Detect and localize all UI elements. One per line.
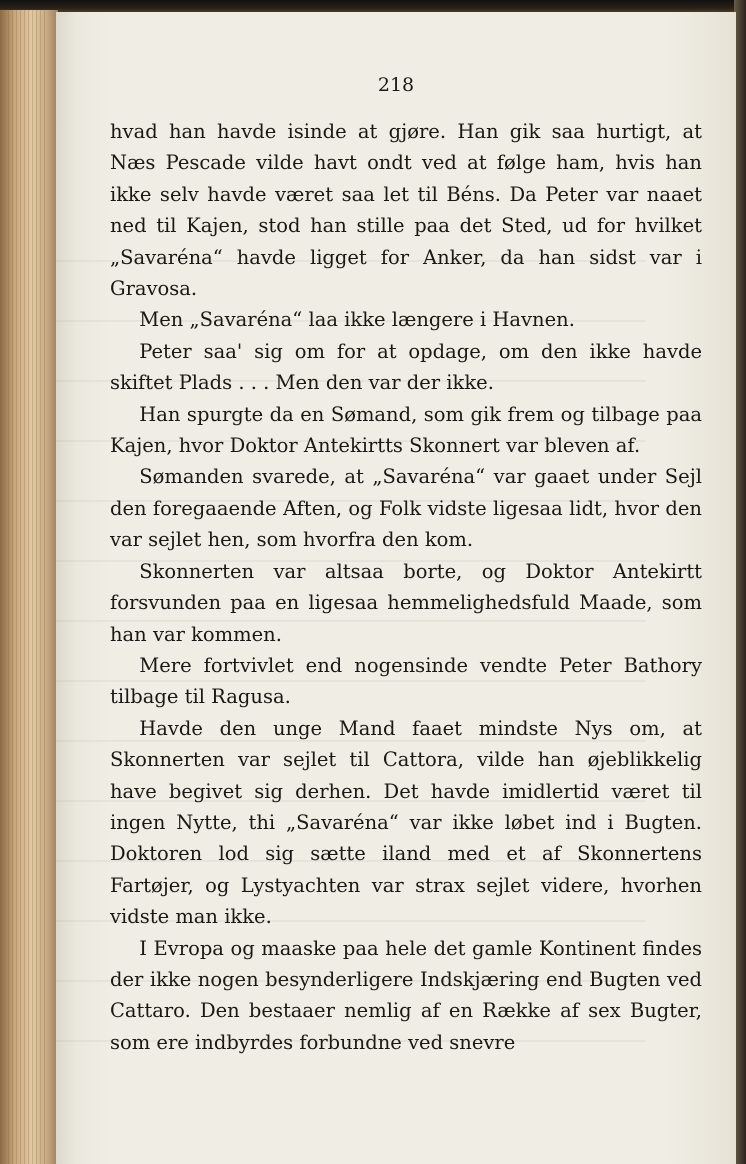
paragraph: Han spurgte da en Sømand, som gik frem og tilbage paa Kajen, hvor Doktor Antekirtts Skonnert var bleven af. — [110, 402, 702, 458]
page-body-text — [110, 116, 702, 1058]
page-number: 218 — [377, 74, 415, 96]
paragraph: Men „Savaréna“ laa ikke længere i Havnen. — [139, 308, 575, 332]
paragraph: I Evropa og maaske paa hele det gamle Kontinent findes der ikke nogen besynderligere Indskjæring end Bugten ved Cattaro. Den bestaaer nemlig af en Række af sex Bugter, som ere indbyrdes forbundne ved snevre — [110, 936, 702, 1054]
spine-page-edges — [8, 10, 48, 1164]
paragraph: hvad han havde isinde at gjøre. Han gik saa hurtigt, at Næs Pescade vilde havt ondt ved at følge ham, hvis han ikke selv havde været saa let til Béns. Da Peter var naaet ned til Kajen, stod han stille paa det Sted, ud for hvilket „Savaréna“ havde ligget for Anker, da han sidst var i Gravosa. — [110, 120, 702, 301]
paragraph: Sømanden svarede, at „Savaréna“ var gaaet under Sejl den foregaaende Aften, og Folk vidste ligesaa lidt, hvor den var sejlet hen, som hvorfra den kom. — [110, 465, 702, 552]
paragraph: Skonnerten var altsaa borte, og Doktor Antekirtt forsvunden paa en ligesaa hemmelighedsfuld Maade, som han var kommen. — [110, 559, 702, 646]
paragraph: Havde den unge Mand faaet mindste Nys om, at Skonnerten var sejlet til Cattora, vilde han øjeblikkelig have begivet sig derhen. Det havde imidlertid været til ingen Nytte, thi „Savaréna“ var ikke løbet ind i Bugten. Doktoren lod sig sætte iland med et af Skonnertens Fartøjer, og Lystyachten var strax sejlet videre, hvorhen vidste man ikke. — [110, 716, 702, 929]
paragraph: Peter saa' sig om for at opdage, om den ikke havde skiftet Plads . . . Men den var der ikke. — [110, 339, 702, 395]
paragraph: Mere fortvivlet end nogensinde vendte Peter Bathory tilbage til Ragusa. — [110, 653, 702, 709]
